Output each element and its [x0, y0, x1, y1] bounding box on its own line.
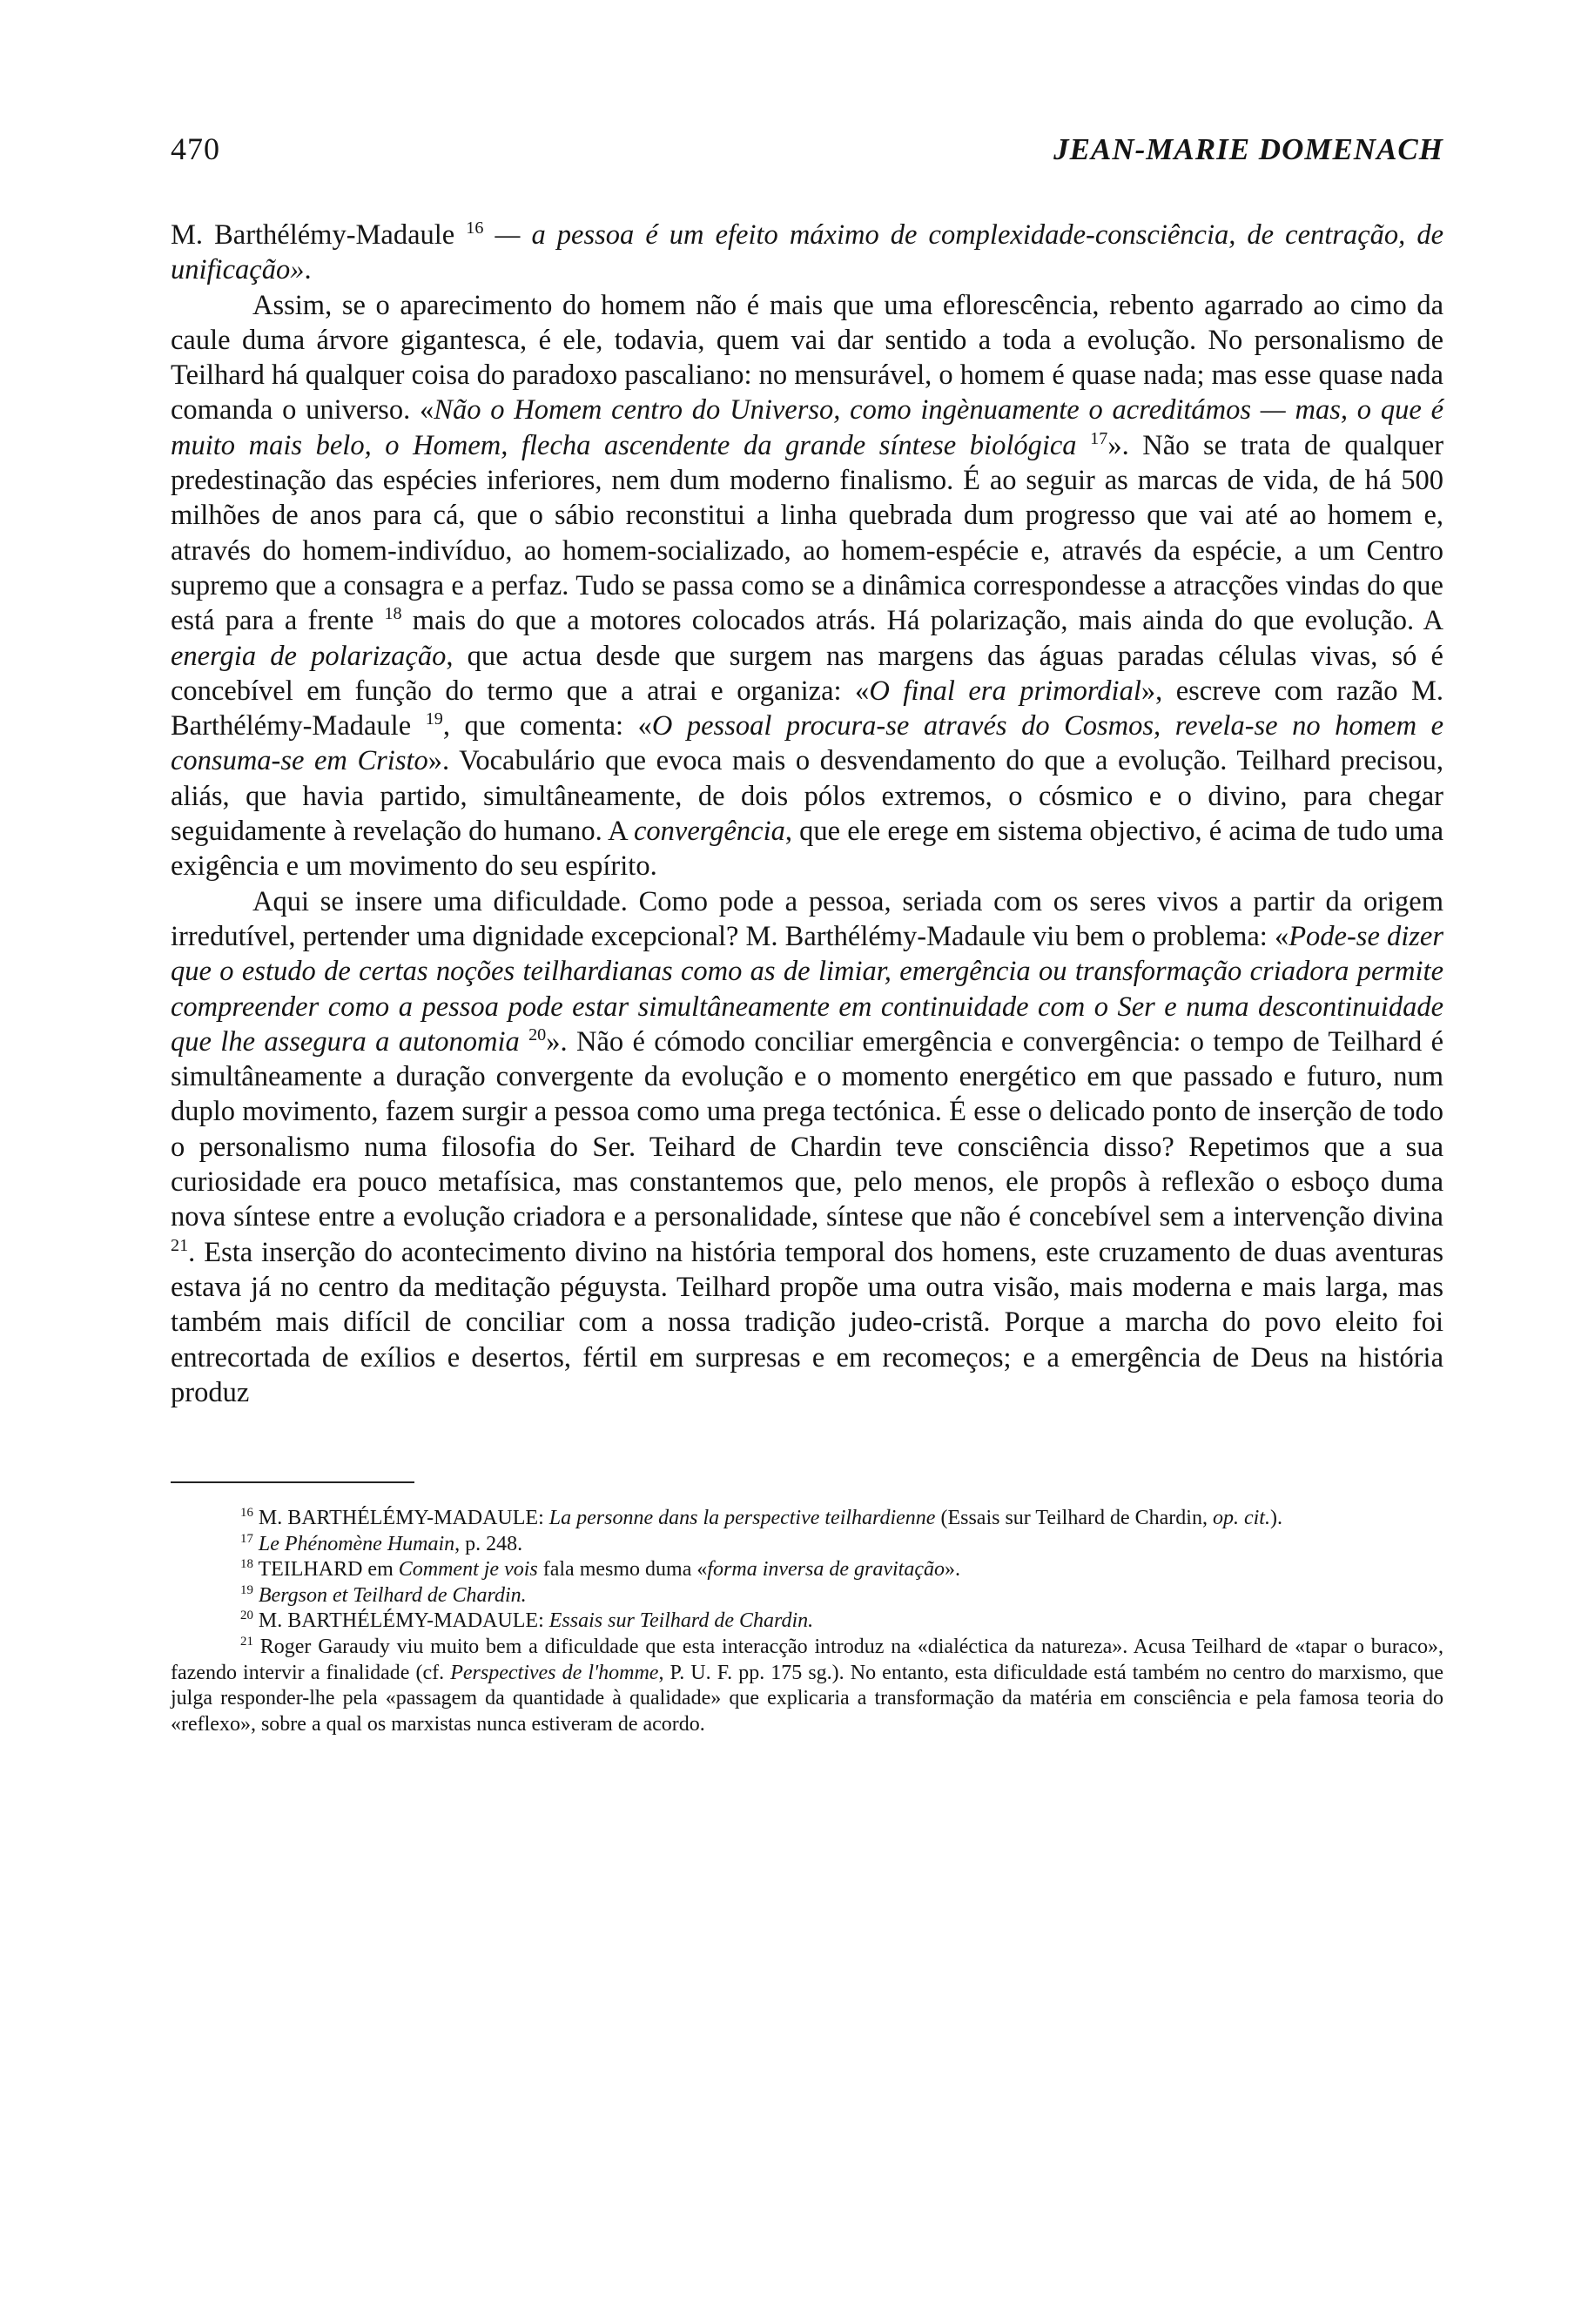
text-run: Assim, se o aparecimento do homem não é mais que uma eflorescência, rebento agarrado ao cimo da caule duma árvore gigantesca, é ele, todavia, quem vai dar sentido a toda a evolução. No personalismo de Teilhard há qualquer coisa do paradoxo pascaliano: no mensurável, o homem é quase nada; mas esse quase nada comanda o universo. « [171, 289, 1443, 427]
footnote [171, 1532, 1443, 1558]
italic-text: O pessoal procura-se através do Cosmos, revela-se no homem e consuma-se em Cristo [171, 710, 1444, 777]
italic-text: Bergson et Teilhard de Chardin. [258, 1583, 527, 1607]
italic-text: La personne dans la perspective teilhardienne [548, 1507, 936, 1530]
text-run: , que ele erege em sistema objectivo, é acima de tudo uma exigência e um movimento do seu espírito. [171, 816, 1443, 883]
body-text [171, 218, 1443, 1410]
italic-text: energia de polarização [171, 640, 447, 672]
text-run [1077, 430, 1091, 461]
italic-text: Perspectives de l'homme [450, 1661, 659, 1684]
italic-text: O final era primordial [869, 675, 1141, 707]
footnotes [171, 1506, 1443, 1737]
note-reference: 18 [384, 604, 402, 624]
text-run: ». Não é cómodo conciliar emergência e convergência: o tempo de Teilhard é simultâneamente a duração convergente da evolução e o momento energético em que passado e futuro, num duplo movimento, fazem surgir a pessoa como uma prega tectónica. É esse o delicado ponto de inserção de todo o personalismo numa filosofia do Ser. Teihard de Chardin teve consciência disso? Repetimos que a sua curiosidade era pouco metafísica, mas constantemos que, pelo menos, ele propôs à reflexão o esboço duma nova síntese entre a evolução criadora e a personalidade, síntese que não é concebível sem a intervenção divina [171, 1025, 1444, 1233]
text-run: TEILHARD em [252, 1558, 399, 1582]
text-run: ). [1269, 1507, 1282, 1530]
note-reference: 20 [240, 1609, 253, 1623]
text-run: (Essais sur Teilhard de Chardin, [935, 1507, 1213, 1530]
footnote [171, 1557, 1443, 1583]
note-reference: 19 [425, 709, 443, 729]
footnote [171, 1609, 1443, 1635]
italic-text: Le Phénomène Humain [258, 1532, 455, 1555]
text-run: , P. U. F. pp. 175 sg.). No entanto, esta dificuldade está também no centro do marxismo, que julga responder-lhe pela «passagem da quantidade à qualidade» que explicaria a transformação da matéria em consciência e pela famosa teoria do «reflexo», sobre a qual os marxistas nunca estiveram de acordo. [171, 1661, 1443, 1736]
paragraph [171, 218, 1443, 288]
running-head: JEAN-MARIE DOMENACH [1053, 132, 1443, 166]
text-run: . Esta inserção do acontecimento divino na história temporal dos homens, este cruzamento de duas aventuras estava já no centro da meditação péguysta. Teilhard propõe uma outra visão, mais moderna e mais larga, mas também mais difícil de conciliar com a nossa tradição judeo-cristã. Porque a marcha do povo eleito foi entrecortada de exílios e desertos, fértil em surpresas e em recomeços; e a emergência de Deus na história produz [171, 1236, 1443, 1408]
note-reference: 17 [240, 1531, 253, 1546]
text-run: M. Barthélémy-Madaule [171, 219, 467, 251]
text-run: M. BARTHÉLÉMY-MADAULE: [252, 1507, 549, 1530]
text-run: , p. 248. [454, 1532, 523, 1555]
note-reference: 16 [240, 1506, 253, 1521]
text-run: », escreve com razão M. Barthélémy-Madaule [171, 675, 1443, 742]
italic-text: Comment je vois [398, 1558, 538, 1582]
italic-text: Essais sur Teilhard de Chardin. [548, 1609, 814, 1633]
note-reference: 21 [171, 1235, 189, 1255]
note-reference: 21 [240, 1635, 253, 1649]
text-run: ». Não se trata de qualquer predestinação das espécies inferiores, nem dum moderno finalismo. É ao seguir as marcas de vida, de há 500 milhões de anos para cá, que o sábio reconstitui a linha quebrada dum progresso que vai até ao homem e, através do homem-indivíduo, ao homem-socializado, ao homem-espécie e, através da espécie, a um Centro supremo que a consagra e a perfaz. Tudo se passa como se a dinâmica correspondesse a atracções vindas do que está para a frente [171, 429, 1444, 637]
paragraph [171, 884, 1443, 1410]
paragraph [171, 288, 1443, 884]
text-run: M. BARTHÉLÉMY-MADAULE: [252, 1609, 549, 1633]
italic-text: Pode-se dizer que o estudo de certas noções teilhardianas como as de limiar, emergência ou transformação criadora permite compreender como a pessoa pode estar simultâneamente em continuidade com o Ser e numa descontinuidade que lhe assegura a autonomia [171, 920, 1444, 1058]
text-run: ». Vocabulário que evoca mais o desvendamento do que a evolução. Teilhard precisou, aliás, que havia partido, simultâneamente, de dois pólos extremos, o cósmico e o divino, para chegar seguidamente à revelação do humano. A [171, 745, 1443, 848]
note-reference: 18 [240, 1557, 253, 1572]
page-header [171, 131, 1443, 183]
footnote [171, 1506, 1443, 1532]
text-run: . [304, 254, 312, 286]
note-reference: 19 [240, 1582, 253, 1597]
text-run [520, 1026, 528, 1058]
text-run: fala mesmo duma « [537, 1558, 708, 1582]
italic-text: Não o Homem centro do Universo, como ingènuamente o acreditámos — mas, o que é muito mais belo, o Homem, flecha ascendente da grande síntese biológica [171, 394, 1444, 461]
note-reference: 20 [528, 1025, 547, 1044]
text-run: Roger Garaudy viu muito bem a dificuldade que esta interacção introduz na «dialéctica da natureza». Acusa Teilhard de «tapar o buraco», fazendo intervir a finalidade (cf. [171, 1636, 1443, 1684]
italic-text: forma inversa de gravitação [707, 1558, 945, 1582]
note-reference: 16 [466, 218, 484, 238]
footnote [171, 1635, 1443, 1737]
text-run: , que actua desde que surgem nas margens das águas paradas células vivas, só é concebível em função do termo que a atrai e organiza: « [171, 640, 1443, 707]
italic-text: — [483, 219, 532, 251]
italic-text: op. cit. [1212, 1507, 1270, 1530]
text-run: , que comenta: « [442, 710, 652, 742]
footnote [171, 1583, 1443, 1609]
text-run: mais do que a motores colocados atrás. Há polarização, mais ainda do que evolução. A [401, 605, 1444, 637]
footnote-divider [171, 1481, 414, 1483]
italic-text: a pessoa é um efeito máximo de complexidade-consciência, de centração, de unificação» [171, 219, 1443, 286]
text-run: ». [944, 1558, 960, 1582]
book-page [171, 131, 1443, 1737]
note-reference: 17 [1090, 428, 1108, 448]
italic-text: convergência [634, 816, 785, 848]
page-number: 470 [171, 131, 220, 166]
text-run: Aqui se insere uma dificuldade. Como pode a pessoa, seriada com os seres vivos a partir da origem irredutível, pertender uma dignidade excepcional? M. Barthélémy-Madaule viu bem o problema: « [171, 885, 1443, 952]
